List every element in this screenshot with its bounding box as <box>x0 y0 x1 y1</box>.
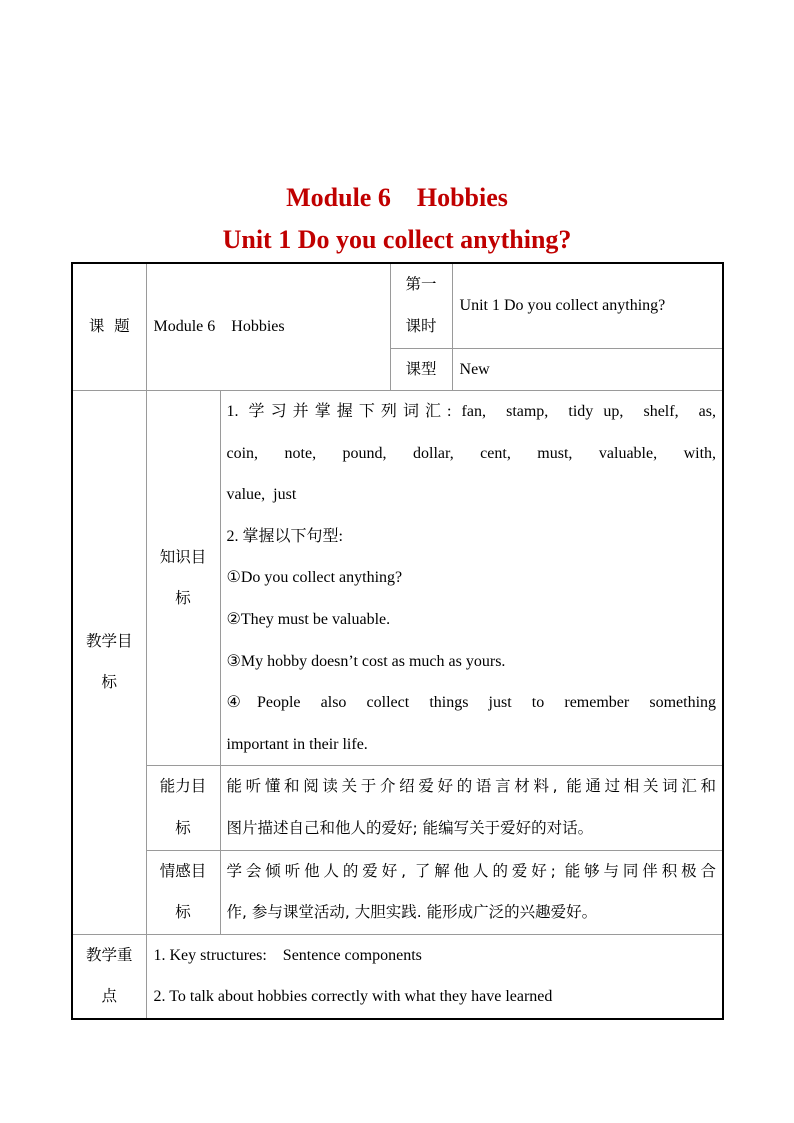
key-points-label <box>72 934 146 1019</box>
goals-label <box>72 391 146 935</box>
ability-label <box>146 766 220 850</box>
goals-label-line1: 教学目 <box>85 631 133 650</box>
period-label <box>390 263 452 348</box>
type-label: 课型 <box>390 348 452 391</box>
pattern-1: ①Do you collect anything? <box>226 569 403 587</box>
type-value: New <box>452 348 723 391</box>
ability-label-line1: 能力目 <box>159 777 207 796</box>
emotion-row <box>72 850 723 934</box>
key-label-line1: 教学重 <box>85 945 133 964</box>
vocab-line-1: 1. 学习并掌握下列词汇: fan, stamp, tidy up, shelf, as, <box>226 403 717 421</box>
emotion-label-line2: 标 <box>175 903 191 922</box>
key-points-row <box>72 934 723 1019</box>
period-label-line2: 课时 <box>405 316 437 335</box>
ability-row <box>72 766 723 850</box>
vocab-line-2: coin, note, pound, dollar, cent, must, valuable, with, <box>226 444 717 462</box>
ability-content <box>220 766 723 850</box>
key-point-2: 2. To talk about hobbies correctly with what they have learned <box>153 988 553 1006</box>
ability-label-line2: 标 <box>175 819 191 838</box>
emotion-label-line1: 情感目 <box>159 861 207 880</box>
knowledge-content <box>220 391 723 766</box>
goals-label-line2: 标 <box>101 673 117 692</box>
knowledge-label <box>146 391 220 766</box>
module-title: Module 6 Hobbies <box>286 183 508 212</box>
key-point-1: 1. Key structures: Sentence components <box>153 946 422 964</box>
topic-label: 课 题 <box>72 263 146 391</box>
ability-line-1: 能听懂和阅读关于介绍爱好的语言材料, 能通过相关词汇和 <box>226 777 717 796</box>
emotion-content <box>220 850 723 934</box>
pattern-heading: 2. 掌握以下句型: <box>226 527 343 545</box>
vocab-line-3: value, just <box>226 486 297 504</box>
pattern-3: ③My hobby doesn’t cost as much as yours. <box>226 652 506 670</box>
emotion-label <box>146 850 220 934</box>
topic-row <box>72 263 723 348</box>
pattern-4-cont: important in their life. <box>226 735 368 753</box>
unit-title: Unit 1 Do you collect anything? <box>222 225 572 254</box>
pattern-4: ④People also collect things just to remember something <box>226 694 717 712</box>
pattern-2: ②They must be valuable. <box>226 611 391 629</box>
period-label-line1: 第一 <box>405 275 437 294</box>
topic-value: Module 6 Hobbies <box>146 263 390 391</box>
knowledge-label-line1: 知识目 <box>159 547 207 566</box>
key-label-line2: 点 <box>101 987 117 1006</box>
knowledge-label-line2: 标 <box>175 589 191 608</box>
emotion-line-1: 学会倾听他人的爱好, 了解他人的爱好; 能够与同伴积极合 <box>226 861 717 880</box>
knowledge-row <box>72 391 723 766</box>
period-value: Unit 1 Do you collect anything? <box>452 263 723 348</box>
emotion-line-2: 作, 参与课堂活动, 大胆实践. 能形成广泛的兴趣爱好。 <box>226 903 598 922</box>
lesson-plan-table <box>71 262 724 1020</box>
key-points-content <box>146 934 723 1019</box>
ability-line-2: 图片描述自己和他人的爱好; 能编写关于爱好的对话。 <box>226 819 594 838</box>
